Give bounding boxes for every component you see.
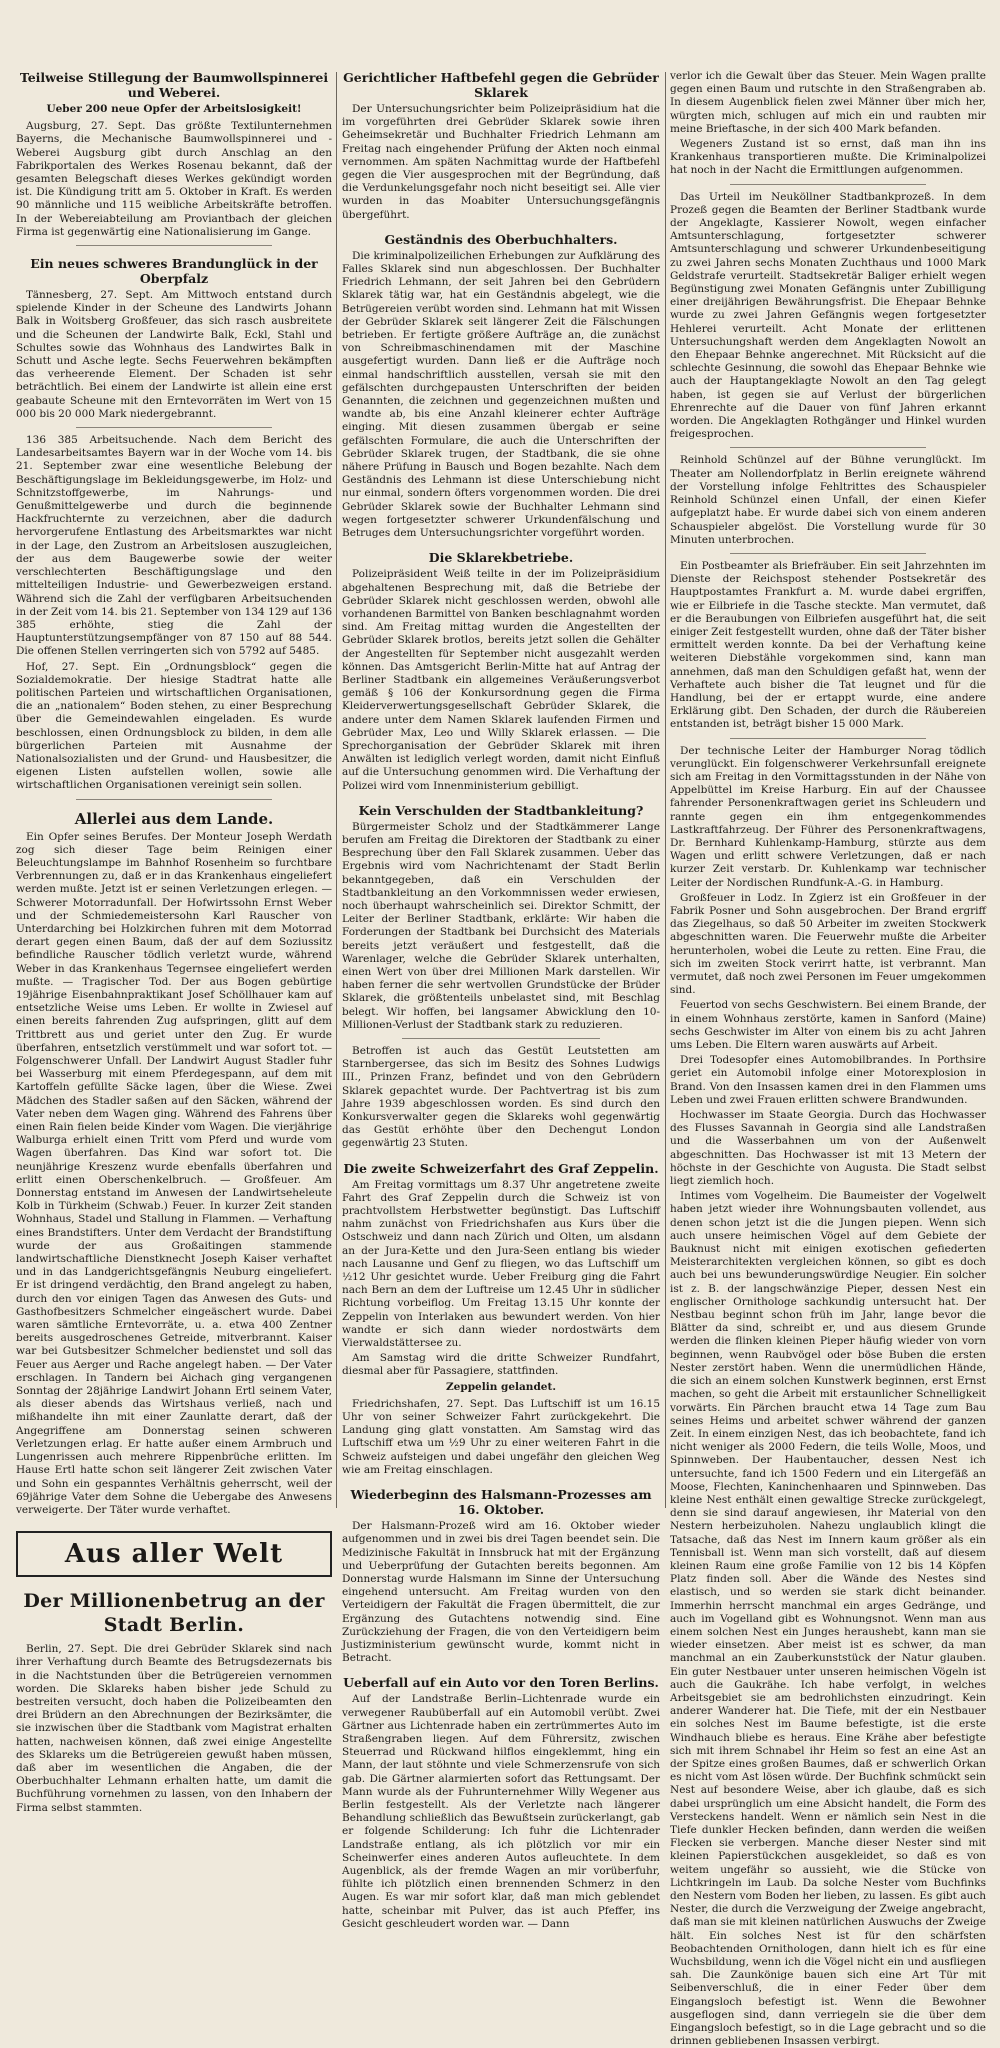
- article-text: Drei Todesopfer eines Automobilbrandes. In Porthsire geriet ein Automobil infolge einer Motorexplosion in Brand. Von den Insassen kamen drei in den Flammen ums Leben und zwei Frauen erlitten schwere Brandwunden.: [670, 1054, 986, 1106]
- article-text: Der technische Leiter der Hamburger Norag tödlich verunglückt. Ein folgenschwerer Verkehrsunfall ereignete sich am Freitag in den Vormittagsstunden in der Nähe von Appelbüttel im Kreise Harburg. Ein auf der Chaussee fahrender Personenkraftwagen geriet ins Schleudern und rannte gegen ein ihm entgegenkommendes Lastkraftfahrzeug. Der Führer des Personenkraftwagens, Dr. Bernhard Kuhlenkamp-Hamburg, stürzte aus dem Wagen und erlitt schwere Verletzungen, daß er nach kurzer Zeit verstarb. Dr. Kuhlenkamp war technischer Leiter der Nordischen Rundfunk-A.-G. in Hamburg.: [670, 744, 986, 889]
- divider: [730, 184, 926, 185]
- section-box: [16, 1531, 332, 1577]
- article-text: Hof, 27. Sept. Ein „Ordnungsblock“ gegen die Sozialdemokratie. Der hiesige Stadtrat hatte alle politischen Parteien und wirtschaftlichen Organisationen, die an „nationalem“ Boden stehen, zu einer Besprechung über die Gemeindewahlen eingeladen. Es wurde beschlossen, einen Ordnungsblock zu bilden, in dem alle bürgerlichen Parteien mit Ausnahme der Nationalsozialisten und der Grund- und Hausbesitzer, die eigenen Listen aufstellen wollen, sowie alle wirtschaftlichen Organisationen vereinigt sein sollen.: [16, 660, 332, 792]
- article-text: Friedrichshafen, 27. Sept. Das Luftschiff ist um 16.15 Uhr von seiner Schweizer Fahrt zurückgekehrt. Die Landung ging glatt vonstatten. Am Samstag wird das Luftschiff etwa um ½9 Uhr zu einer weiteren Fahrt in die Schweiz aufsteigen und dabei ungefähr den gleichen Weg wie am Freitag einschlagen.: [342, 1397, 660, 1476]
- article-text: Ein Opfer seines Berufes. Der Monteur Joseph Werdath zog sich dieser Tage beim Reinigen einer Beleuchtungslampe im Bahnhof Rosenheim so furchtbare Verbrennungen zu, daß er in das Krankenhaus eingeliefert werden mußte. Jetzt ist er seinen Verletzungen erlegen. — Schwerer Motorradunfall. Der Hofwirtssohn Ernst Weber und der Schmiedemeistersohn Karl Rauscher von Unterdarching bei Holzkirchen fuhren mit dem Motorrad derart gegen einen Baum, daß der auf dem Soziussitz befindliche Rauscher tödlich verletzt wurde, während Weber in das Krankenhaus Tegernsee eingeliefert werden mußte. — Tragischer Tod. Der aus Bogen gebürtige 19jährige Eisenbahnpraktikant Josef Schöllhauer kam auf entsetzliche Weise ums Leben. Er wollte in Zwiesel auf einen bereits fahrenden Zug aufspringen, glitt auf dem Trittbrett aus und geriet unter den Zug. Er wurde überfahren, entsetzlich verstümmelt und war sofort tot. — Folgenschwerer Unfall. Der Landwirt August Stadler fuhr bei Wasserburg mit einem Pferdegespann, auf dem mit Kartoffeln gefüllte Säcke lagen, über die Wiese. Zwei Mädchen des Stadler saßen auf den Säcken, während der Vater neben dem Wagen ging. Während des Fahrens über einen Rain fielen beide Kinder vom Wagen. Die vierjährige Walburga erhielt einen Tritt vom Pferd und wurde vom Wagen überfahren. Das Kind war sofort tot. Die neunjährige Kreszenz wurde ebenfalls überfahren und erlitt einen Oberschenkelbruch. — Großfeuer. Am Donnerstag entstand im Anwesen der Landwirtseheleute Kolb in Türkheim (Schwab.) Feuer. In kurzer Zeit standen Wohnhaus, Stadel und Stallung in Flammen. — Verhaftung eines Brandstifters. Unter dem Verdacht der Brandstiftung wurde der aus Großaitingen stammende landwirtschaftliche Dienstknecht Joseph Kaiser verhaftet und in das Landgerichtsgefängnis Neuburg eingeliefert. Er ist dringend verdächtig, den Brand angelegt zu haben, durch den vor einigen Tagen das Anwesen des Guts- und Gasthofbesitzers Schmelcher eingeäschert wurde. Dabei waren sämtliche Erntevorräte, u. a. etwa 400 Zentner bereits ausgedroschenes Getreide, mitverbrannt. Kaiser war bei Gutsbesitzer Schmelcher bedienstet und soll das Feuer aus Aerger und Rache angelegt haben. — Der Vater erschlagen. In Tandern bei Aichach ging vergangenen Sonntag der 28jährige Landwirt Johann Ertl seinem Vater, als dieser abends das Wirtshaus verließ, nach und mißhandelte ihn mit einer Zaunlatte derart, daß der Angegriffene am Donnerstag seinen schweren Verletzungen erlag. Er hatte außer einem Armbruch und Lungenrissen auch mehrere Rippenbrüche erlitten. Im Hause Ertl hatte schon seit längerer Zeit zwischen Vater und Sohn ein gespanntes Verhältnis geherrscht, weil der 69jährige Vater dem Sohne die Uebergabe des Anwesens verweigerte. Der Täter wurde verhaftet.: [16, 830, 332, 1516]
- divider: [730, 738, 926, 739]
- article-text: Tännesberg, 27. Sept. Am Mittwoch entstand durch spielende Kinder in der Scheune des Landwirts Johann Balk in Woitsberg Großfeuer, das sich rasch ausbreitete und die Scheunen der Landwirte Balk, Eckl, Stahl und Schultes sowie das Wohnhaus des Landwirtes Balk in Schutt und Asche legte. Sechs Feuerwehren bekämpften das verheerende Element. Der Schaden ist sehr beträchtlich. Bei einem der Landwirte ist allein eine erst geabaute Scheune mit den Erntevorräten im Wert von 15 000 bis 20 000 Mark niedergebrannt.: [16, 289, 332, 420]
- divider: [76, 799, 272, 800]
- divider: [402, 1038, 600, 1039]
- article-text: Berlin, 27. Sept. Die drei Gebrüder Sklarek sind nach ihrer Verhaftung durch Beamte des Betrugsdezernats bis in die Nachtstunden über die Betrügereien vernommen worden. Die Sklareks haben bisher jede Schuld zu bestreiten versucht, doch haben die Polizeibeamten den drei Brüdern an den Abrechnungen der Bezirksämter, die sie inzwischen über die Stadtbank vom Magistrat erhalten hatten, nachweisen können, daß zwei einige Angestellte des Sklareks um die Betrügereien gewußt haben müssen, daß aber im wesentlichen die Angaben, die der Oberbuchhalter Lehmann erhalten hatte, um damit die Buchführung vornehmen zu lassen, von den Inhabern der Firma selbst stammten.: [16, 1643, 332, 1814]
- article-text: Am Samstag wird die dritte Schweizer Rundfahrt, diesmal aber für Passagiere, stattfinden.: [342, 1352, 660, 1378]
- article-text: Feuertod von sechs Geschwistern. Bei einem Brande, der in einem Wohnhaus zerstörte, kamen in Sanford (Maine) sechs Geschwister im Alter von einem bis zu acht Jahren ums Leben. Die Eltern waren auswärts auf Arbeit.: [670, 999, 986, 1052]
- article-text: Wegeners Zustand ist so ernst, daß man ihn ins Krankenhaus transportieren mußte. Die Kriminalpolizei hat noch in der Nacht die Ermittlungen aufgenommen.: [670, 138, 986, 177]
- article-text: Am Freitag vormittags um 8.37 Uhr angetretene zweite Fahrt des Graf Zeppelin durch die Schweiz ist von prachtvollstem Herbstwetter begünstigt. Das Luftschiff nahm zunächst von Friedrichshafen aus Kurs über die Ostschweiz und dann nach Zürich und Olten, um alsdann an der Jura-Kette und den Jura-Seen entlang bis wieder nach Lausanne und Genf zu fliegen, wo das Luftschiff um ½12 Uhr gesichtet wurde. Ueber Freiburg ging die Fahrt nach Bern an dem der Luftreise um 12.45 Uhr in südlicher Richtung vorbeiflog. Um Freitag 13.15 Uhr konnte der Zeppelin von Interlaken aus bewundert werden. Von hier wandte er sich dann wieder nordostwärts dem Vierwaldstättersee zu.: [342, 1178, 660, 1350]
- article-text: Das Urteil im Neuköllner Stadtbankprozeß. In dem Prozeß gegen die Beamten der Berliner Stadtbank wurde der Angeklagte, Kassierer Nowolt, wegen einfacher Amtsunterschlagung, fortgesetzter schwerer Amtsunterschlagung und schwerer Urkundenbeseitigung zu zwei Jahren sechs Monaten Zuchthaus und 1000 Mark Geldstrafe verurteilt. Stadtsekretär Baliger erhielt wegen Begünstigung zwei Monaten Gefängnis unter Zubilligung einer dreijährigen Bewährungsfrist. Die Ehepaar Behnke wurde zu zwei Jahren Gefängnis wegen fortgesetzter Hehlerei verurteilt. Acht Monate der erlittenen Untersuchungshaft werden dem Angeklagten Nowolt an den Ehepaar Behnke angerechnet. Mit Rücksicht auf die schlechte Gesinnung, die sowohl das Ehepaar Behnke wie auch der Hauptangeklagte Nowolt an den Tag gelegt haben, ist gegen sie auf Verlust der bürgerlichen Ehrenrechte auf die Dauer von fünf Jahren erkannt worden. Die Angeklagten Rothgänger und Hinkel wurden freigesprochen.: [670, 190, 986, 441]
- article-text: Bürgermeister Scholz und der Stadtkämmerer Lange berufen am Freitag die Direktoren der Stadtbank zu einer Besprechung über den Fall Sklarek zusammen. Ueber das Ergebnis wird vom Nachrichtenamt der Stadt Berlin bekanntgegeben, daß ein Verschulden der Stadtbankleitung an den Vorkommnissen weder erwiesen, noch überhaupt wahrscheinlich sei. Direktor Schmitt, der Leiter der Berliner Stadtbank, erklärte: Wir haben die Forderungen der Stadtbank bei Durchsicht des Materials bereits jetzt veräußert und festgestellt, daß die Warenlager, welche die Gebrüder Sklarek unterhalten, einen Wert von über drei Millionen Mark darstellen. Wir haben ferner die sehr wertvollen Grundstücke der Brüder Sklarek, die größtenteils unbelastet sind, mit Beschlag belegt. Wir hoffen, bei langsamer Abwicklung den 10-Millionen-Verlust der Stadtbank stark zu reduzieren.: [342, 820, 660, 1031]
- headline: Ueberfall auf ein Auto vor den Toren Berlins.: [343, 1675, 659, 1691]
- article-text: 136 385 Arbeitsuchende. Nach dem Bericht des Landesarbeitsamtes Bayern war in der Woche vom 14. bis 21. September zwar eine wesentliche Belebung der Beschäftigungslage im Bekleidungsgewerbe, im Holz- und Schnitzstoffgewerbe, im Nahrungs- und Genußmittelgewerbe und durch die beginnende Hackfruchternte zu verzeichnen, aber die dadurch hervorgerufene Entlastung des Arbeitsmarktes war nicht in der Lage, den Zustrom an Arbeitslosen auszugleichen, der aus dem Baugewerbe sowie der weiter verschlechterten Beschäftigungslage und den mittelteiligen Industrie- und Gewerbezweigen erstand. Während sich die Zahl der verfügbaren Arbeitsuchenden in der Zeit vom 14. bis 21. September von 134 129 auf 136 385 erhöhte, stieg die Zahl der Hauptunterstützungsempfänger von 87 150 auf 88 544. Die offenen Stellen verringerten sich von 5792 auf 5485.: [16, 434, 332, 658]
- article-text: verlor ich die Gewalt über das Steuer. Mein Wagen prallte gegen einen Baum und rutschte in den Straßengraben ab. In diesem Augenblick fielen zwei Männer über mich her, würgten mich, schlugen auf mich ein und raubten mir meine Brieftasche, in der sich 400 Mark befanden.: [670, 70, 986, 135]
- article-text: Die kriminalpolizeilichen Erhebungen zur Aufklärung des Falles Sklarek sind nun abgeschlossen. Der Buchhalter Friedrich Lehmann, der seit Jahren bei den Gebrüdern Sklarek tätig war, hat ein Geständnis abgelegt, wie die Betrügereien verübt worden sind. Lehmann hat mit Wissen der Gebrüder Sklarek seit längerer Zeit die Fälschungen betrieben. Er fertigte größere Aufträge an, die zunächst von Schreibmaschinendamen mit der Maschine ausgefertigt wurden. Dann ließ er die Aufträge noch einmal handschriftlich ausstellen, versah sie mit den gefälschten durchgepausten Unterschriften der beiden Genannten, die zeichnen und gegenzeichnen mußten und wandte ab, bis eine Anzahl kleinerer echter Aufträge einging. Mit diesen zusammen übergab er seine gefälschten Formulare, die auch die Unterschriften der Gebrüder Sklarek trugen, der Stadtbank, die sie ohne nähere Prüfung in Bausch und Bogen bezahlte. Nach dem Geständnis des Lehmann ist diese Unterschiebung nicht nur einmal, sondern öfters vorgenommen worden. Die drei Gebrüder Sklarek sowie der Buchhalter Lehmann sind wegen fortgesetzter schwerer Urkundenfälschung und Betruges dem Untersuchungsrichter vorgeführt worden.: [342, 249, 660, 540]
- headline: Allerlei aus dem Lande.: [74, 809, 274, 828]
- column-rule: [665, 72, 666, 1508]
- headline: Geständnis des Oberbuchhalters.: [384, 231, 618, 247]
- divider: [76, 245, 272, 246]
- article-text: Polizeipräsident Weiß teilte in der im Polizeipräsidium abgehaltenen Besprechung mit, daß die Betriebe der Gebrüder Sklarek nicht geschlossen werden, obwohl alle vorhandenen Barmittel von Banken beschlagnahmt worden sind. Am Freitag mittag wurden die Angestellten der Gebrüder Sklarek brotlos, bereits jetzt sollen die Gehälter der Angestellten für September nicht ausgezahlt werden können. Das Amtsgericht Berlin-Mitte hat auf Antrag der Berliner Stadtbank ein allgemeines Veräußerungsverbot gemäß § 106 der Konkursordnung gegen die Firma Kleiderverwertungsgesellschaft Gebrüder Sklarek, die andere unter dem Namen Sklarek laufenden Firmen und Gebrüder Max, Leo und Willy Sklarek erlassen. — Die Sprechorganisation der Gebrüder Sklarek mit ihren Anwälten ist lediglich verlegt worden, damit nicht Einfluß auf die Untersuchung genommen wird. Die Verhaftung der Polizei wird vom Innenministerium gebilligt.: [342, 568, 660, 792]
- article-text: Reinhold Schünzel auf der Bühne verunglückt. Im Theater am Nollendorfplatz in Berlin ereignete während der Vorstellung infolge Fehltrittes des Schauspieler Reinhold Schünzel einen Unfall, der einen Kiefer aufgeplatzt habe. Er wurde dabei sich von einem anderen Schauspieler abgelöst. Die Vorstellung wurde für 30 Minuten unterbrochen.: [670, 454, 986, 546]
- headline: Ein neues schweres Brandunglück in der Oberpfalz: [30, 256, 318, 287]
- divider: [76, 427, 272, 428]
- article-text: Intimes vom Vogelheim. Die Baumeister der Vogelwelt haben jetzt wieder ihre Wohnungsbauten vollendet, aus denen schon jetzt ist die die Jungen piepen. Wenn sich auch unsere heimischen Vögel auf dem Gebiete der Bauknust nicht mit einigen exotischen gefiederten Meisterarchitekten vergleichen können, so gibt es doch auch bei uns bewunderungswürdige Neugier. Ein solcher ist z. B. der langschwänzige Pieper, dessen Nest ein englischer Ornithologe sachkundig untersucht hat. Der Nestbau beginnt schon früh im Jahr, lange bevor die Blätter da sind, schreibt er, und aus diesem Grunde werden die flinken kleinen Pieper häufig wieder von vorn beginnen, wenn Raubvögel oder böse Buben die ersten Nester zerstört haben. Wenn die unermüdlichen Hände, die sich an einem solchen Kunstwerk beginnen, erst Ernst machen, so geht die Arbeit mit erstaunlicher Schnelligkeit vorwärts. Ein Pärchen braucht etwa 14 Tage zum Bau seines Heims und arbeitet schwer während der ganzen Zeit. In einem einzigen Nest, das ich beobachtete, fand ich nicht weniger als 2000 Federn, die teils Wolle, Moos, und Spinnweben. Der Haubentaucher, dessen Nest ich untersuchte, fand ich 1500 Federn und ein Litergefäß an Moose, Flechten, Kaninchenhaaren und Spinnweben. Das kleine Nest enthält einen gewaltige Strecke zurückgelegt, denn sie sind darauf angewiesen, ihr Material von den Nestern herbeizuholen. Nahezu unglaublich klingt die Tatsache, daß das Nest im Innern kaum größer als ein Tennisball ist. Wenn man sich vorstellt, daß auf diesem kleinen Raum eine große Familie von 12 bis 14 Köpfen Platz finden soll. Aber die Wände des Nestes sind elastisch, und so werden sie stark dicht beinander. Immerhin herrscht manchmal ein arges Gedränge, und auch im Vogelland gibt es Wohnungsnot. Wenn man aus einem solchen Nest ein Junges heraushebt, kann man sie wieder einsetzen. Aber meist ist es schwer, da man manchmal an ein Zauberkunststück der Natur glauben. Ein guter Nestbauer unter unseren heimischen Vögeln ist auch die Gaukrähe. Ich habe verfolgt, in welches Arbeitsgebiet sie am bedrohlichsten einzudringt. Kein anderer Wanderer hat. Die Tiefe, mit der ein Nestbauer ein solches Nest im Baume befestigte, ist die erste Windhauch bliebe es heraus. Eine Krähe aber befestigte sich mit ihrem Schnabel ihr Heim so fest an eine Ast an der Spitze eines großen Baumes, daß er schwerlich Orkan es nicht vom Ast lösen würde. Der Buchfink schmückt sein Nest auf besondere Weise, aber ich glaube, daß es sich dabei ursprünglich um eine Absicht handelt, die Form des Versteckens handelt. Wenn er nämlich sein Nest in die Tiefe dunkler Hecken befinden, dann werden die weißen Flecken sie verbergen. Manche dieser Nester sind mit kleinen Papierstückchen ausgekleidet, so daß es von weitem ungefähr so aussieht, wie die Stücke von Lichtkringeln im Laub. Da solche Nester vom Buchfinks den Nestern vom Boden her lieben, zu lassen. Es gibt auch Nester, die durch die Verzweigung der Zweige angebracht, daß man sie mit kleinen natürlichen Auswuchs der Zweige hält. Ein solches Nest ist für den schärfsten Beobachtenden Ornithologen, dann hielt ich es für eine Wuchsbildung, wenn ich die Vögel nicht ein und ausfliegen sah. Die Zaunkönige bauen sich eine Art Tür mit Seibenverschluß, die in einer Feder über dem Eingangsloch befestigt ist. Wenn die Bewohner ausgeflogen sind, dann verriegeln sie die über dem Eingangsloch befestigt, so in die Lage gebracht und so die drinnen gebliebenen Insassen verbirgt.: [670, 1190, 986, 2048]
- headline: Gerichtlicher Haftbefehl gegen die Gebrüder Sklarek: [343, 70, 659, 100]
- subheadline: Zeppelin gelandet.: [446, 1380, 556, 1393]
- article-text: Ein Postbeamter als Briefräuber. Ein seit Jahrzehnten im Dienste der Reichspost stehender Postsekretär des Hauptpostamtes Frankfurt a. M. wurde dabei ergriffen, wie er Eilbriefe in die Tasche steckte. Man vermutet, daß er die Beraubungen von Eilbriefen ausgeführt hat, die seit einiger Zeit festgestellt wurden, ohne daß der Täter bisher ermittelt werden konnte. Da bei der Verhaftung keine weiteren Diebstähle vorgekommen sind, kann man annehmen, daß man den Schuldigen gefaßt hat, wenn der Verhaftete auch bisher die Tat leugnet und für die Handlung, bei der er ertappt wurde, eine andere Erklärung gibt. Den Schaden, der durch die Räubereien entstanden ist, beträgt bisher 15 000 Mark.: [670, 559, 986, 731]
- article-text: Augsburg, 27. Sept. Das größte Textilunternehmen Bayerns, die Mechanische Baumwollspinnerei und -Weberei Augsburg gibt durch Anschlag an den Fabrikportalen des Werkes Rosenau bekannt, daß der gesamten Belegschaft dieses Werkes gekündigt worden ist. Die Kündigung tritt am 5. Oktober in Kraft. Es werden 90 männliche und 115 weibliche Arbeitskräfte betroffen. In der Webereiabteilung am Proviantbach der gleichen Firma ist gegenwärtig eine Nationalisierung im Gange.: [16, 120, 332, 238]
- headline: Die Sklarekbetriebe.: [428, 550, 574, 566]
- column-1: [16, 70, 332, 1814]
- headline: Wiederbeginn des Halsmann-Prozesses am 16. Oktober.: [350, 1487, 652, 1518]
- article-text: Betroffen ist auch das Gestüt Leutstetten am Starnbergersee, das sich im Besitz des Sohnes Ludwigs III., Prinzen Franz, befindet und von den Gebrüdern Sklarek gepachtet wurde. Der Pachtvertrag ist bis zum Jahre 1939 abgeschlossen worden. Es sind durch den Konkursverwalter gegen die Sklareks wohl gegenwärtig das Gestüt erhöhte über den Dechengut London gegenwärtig 23 Stuten.: [342, 1045, 660, 1150]
- column-rule: [336, 72, 337, 1508]
- headline: Der Millionenbetrug an der Stadt Berlin.: [23, 1590, 325, 1637]
- column-3: [670, 70, 986, 2048]
- article-text: Großfeuer in Lodz. In Zgierz ist ein Großfeuer in der Fabrik Posner und Sohn ausgebrochen. Der Brand ergriff das Ziegelhaus, so daß 50 Arbeiter im zweiten Stockwerk abgeschnitten waren. Die Feuerwehr mußte die Arbeiter herunterholen, wobei die Leute zu retten. Eine Frau, die sich im zweiten Stock verirrt hatte, ist verbrannt. Man vermutet, daß noch zwei Personen im Feuer umgekommen sind.: [670, 891, 986, 997]
- article-text: Auf der Landstraße Berlin–Lichtenrade wurde ein verwegener Raubüberfall auf ein Automobil verübt. Zwei Gärtner aus Lichtenrade haben ein zertrümmertes Auto im Straßengraben liegen. Auf dem Führersitz, zwischen Steuerrad und Rückwand hilflos eingeklemmt, hing ein Mann, der laut stöhnte und viele Schmerzensrufe von sich gab. Die Gärtner alarmierten sofort das Rettungsamt. Der Mann wurde als der Fuhrunternehmer Willy Wegener aus Berlin festgestellt. Als der Verletzte nach längerer Behandlung schließlich das Bewußtsein zurückerlangt, gab er folgende Schilderung: Ich fuhr die Lichtenrader Landstraße entlang, als ich plötzlich vor mir ein Scheinwerfer eines anderen Autos aufleuchtete. In dem Augenblick, als der fremde Wagen an mir vorüberfuhr, fühlte ich plötzlich einen brennenden Schmerz in den Augen. Es war mir sofort klar, daß man mich geblendet hatte, scheinbar mit Pulver, das ist auch Pfeffer, ins Gesicht geschleudert worden war. — Dann: [342, 1693, 660, 1930]
- column-2: [342, 70, 660, 1930]
- headline: Die zweite Schweizerfahrt des Graf Zeppelin.: [343, 1160, 659, 1176]
- divider: [730, 553, 926, 554]
- subheadline: Ueber 200 neue Opfer der Arbeitslosigkeit!: [46, 103, 302, 115]
- headline: Kein Verschulden der Stadtbankleitung?: [358, 802, 644, 818]
- headline: Teilweise Stillegung der Baumwollspinnerei und Weberei.: [19, 70, 329, 100]
- article-text: Der Halsmann-Prozeß wird am 16. Oktober wieder aufgenommen und in zwei bis drei Tagen beendet sein. Die Medizinische Fakultät in Innsbruck hat mit der Ergänzung und Ueberprüfung der Gutachten bereits begonnen. Am Donnerstag wurde Halsmann im Sinne der Untersuchung eingehend untersucht. Am Freitag wurden von den Verteidigern der Fakultät die Fragen übermittelt, die zur Ergänzung des Gutachtens notwendig sind. Eine Zurückziehung der Fragen, die von den Verteidigern beim Justizministerium gewünscht wurde, kommt nicht in Betracht.: [342, 1520, 660, 1665]
- section-title: Aus aller Welt: [64, 1539, 284, 1570]
- article-text: Hochwasser im Staate Georgia. Durch das Hochwasser des Flusses Savannah in Georgia sind alle Landstraßen und die Wasserbahnen um von der Außenwelt abgeschnitten. Das Hochwasser ist mit 13 Metern der höchste in der Geschichte von Augusta. Die Stadt selbst liegt ziemlich hoch.: [670, 1109, 986, 1188]
- divider: [730, 447, 926, 448]
- article-text: Der Untersuchungsrichter beim Polizeipräsidium hat die im vorgeführten drei Gebrüder Sklarek sowie ihren Geheimsekretär und Buchhalter Friedrich Lehmann am Freitag nach eingehender Prüfung der Akten noch einmal vernommen. Am späten Nachmittag wurde der Haftbefehl gegen die Vier ausgesprochen mit der Begründung, daß die Verdunkelungsgefahr noch nicht beseitigt sei. Alle vier wurden in das Moabiter Untersuchungsgefängnis übergeführt.: [342, 103, 660, 221]
